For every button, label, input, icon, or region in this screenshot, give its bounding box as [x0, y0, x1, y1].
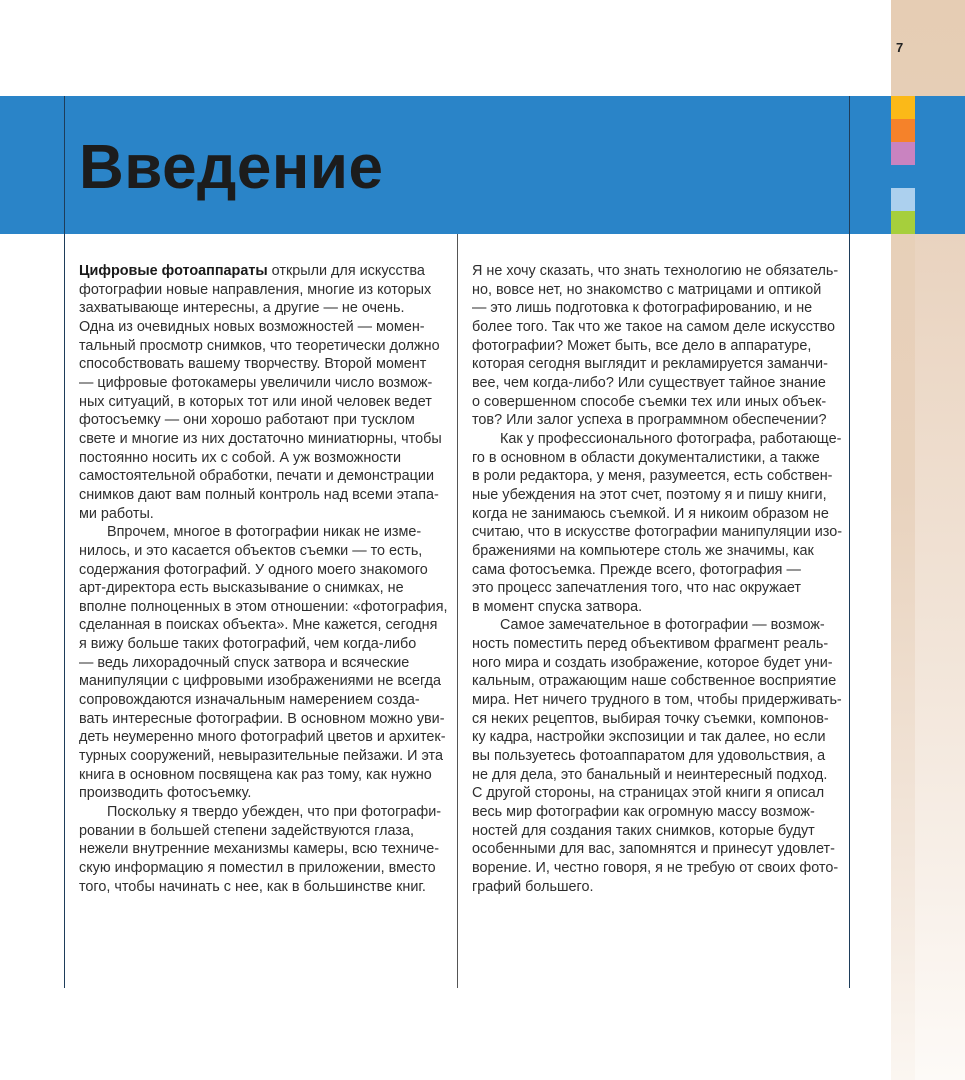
text-line: ных ситуаций, в которых тот или иной человек ведет	[79, 393, 432, 410]
text-line: фотосъемку — они хорошо работают при тусклом	[79, 412, 415, 429]
text-line: особенными для вас, запомнятся и принесут удовлет-	[472, 841, 835, 858]
text-line: способствовать вашему творчеству. Второй момент	[79, 356, 427, 373]
text-line: содержания фотографий. У одного моего знакомого	[79, 561, 428, 578]
color-tab-green	[891, 211, 915, 234]
text-line: весь мир фотографии как огромную массу возмож-	[472, 804, 815, 821]
text-line: фотографии? Может быть, все дело в аппаратуре,	[472, 337, 812, 354]
color-tab-orange	[891, 119, 915, 142]
text-line: фотографии новые направления, многие из которых	[79, 281, 432, 298]
text-line: книга в основном посвящена как раз тому, как нужно	[79, 766, 432, 783]
column-rule-middle	[457, 234, 458, 988]
text-line: о совершенном способе съемки тех или иных объек-	[472, 393, 827, 410]
text-line: вы пользуетесь фотоаппаратом для удовольствия, а	[472, 748, 826, 765]
text-line: — ведь лихорадочный спуск затвора и всяческие	[79, 654, 410, 671]
text-line: нежели внутренние механизмы камеры, всю техниче-	[79, 841, 440, 858]
text-line: я вижу больше таких фотографий, чем когда-либо	[79, 636, 417, 653]
right-column	[472, 262, 842, 896]
text-line: ся неких рецептов, выбирая точку съемки, компонов-	[472, 710, 829, 727]
lead-bold: Цифровые фотоаппараты	[79, 263, 268, 279]
text-line: более того. Так что же такое на самом деле искусство	[472, 318, 836, 335]
color-tab-pink	[891, 142, 915, 165]
text-line: деть неумеренно много фотографий цветов и архитек-	[79, 729, 446, 746]
text-line: в момент спуска затвора.	[472, 598, 643, 615]
text-line: скую информацию я поместил в приложении, вместо	[79, 860, 436, 876]
text-line: это процесс запечатления того, что нас окружает	[472, 580, 801, 597]
text-line: сама фотосъемка. Прежде всего, фотография —	[472, 561, 801, 578]
column-rule-left	[64, 96, 65, 988]
text-line: сделанная в поисках объекта». Мне кажется, сегодня	[79, 617, 438, 634]
text-line: графий большего.	[472, 878, 594, 895]
text-line: когда не занимаюсь съемкой. И я никоим образом не	[472, 505, 829, 522]
color-tab-light-blue	[891, 188, 915, 211]
text-line: снимков дают вам полный контроль над всеми этапа-	[79, 486, 439, 503]
text-line: захватывающе интересны, а другие — не очень.	[79, 300, 405, 317]
text-line: которая сегодня выглядит и рекламируется заманчи-	[472, 356, 828, 373]
text-line: ку кадра, настройки экспозиции и так далее, но если	[472, 729, 826, 746]
text-line	[79, 262, 448, 281]
text-line: Впрочем, многое в фотографии никак не изме-	[107, 524, 422, 541]
text-line: тов? Или залог успеха в программном обеспечении?	[472, 412, 827, 429]
page-title: Введение	[79, 133, 384, 202]
text-line: ворение. И, честно говоря, я не требую от своих фото-	[472, 860, 839, 876]
page-number: 7	[896, 40, 904, 55]
text-line: производить фотосъемку.	[79, 785, 252, 802]
text-line: того, чтобы начинать с нее, как в большинстве книг.	[79, 878, 426, 895]
text-line: вее, чем когда-либо? Или существует тайное знание	[472, 374, 826, 391]
text-line: мира. Нет ничего трудного в том, чтобы придерживать-	[472, 692, 842, 709]
text-line: — цифровые фотокамеры увеличили число возмож-	[79, 374, 433, 391]
text-line: но, вовсе нет, но знакомство с матрицами и оптикой	[472, 281, 822, 298]
text-line: нилось, и это касается объектов съемки — то есть,	[79, 542, 423, 559]
text-line: тальный просмотр снимков, что теоретически должно	[79, 337, 440, 354]
text-line: ность поместить перед объективом фрагмент реаль-	[472, 636, 829, 653]
color-tab-yellow	[891, 96, 915, 119]
text-line: арт-директора есть высказывание о снимках, не	[79, 580, 404, 597]
text-line: ми работы.	[79, 505, 154, 522]
text-line: Как у профессионального фотографа, работающе-	[500, 430, 842, 447]
lead-rest: открыли для искусства	[267, 263, 425, 279]
text-line: — это лишь подготовка к фотографированию, и не	[472, 300, 813, 317]
text-line: кальным, отражающим наше собственное восприятие	[472, 673, 837, 690]
text-line: Я не хочу сказать, что знать технологию не обязатель-	[472, 263, 839, 279]
text-line: ные убеждения на этот счет, поэтому я и пишу книги,	[472, 486, 827, 503]
text-line: свете и многие из них достаточно миниатюрны, чтобы	[79, 430, 442, 447]
text-line: манипуляции с цифровыми изображениями не всегда	[79, 673, 441, 690]
text-line: Самое замечательное в фотографии — возмож-	[500, 617, 825, 634]
text-line: Поскольку я твердо убежден, что при фотографи-	[107, 804, 442, 821]
text-line: ностей для создания таких снимков, которые будут	[472, 822, 815, 839]
text-line: не для дела, это банальный и неинтересный подход.	[472, 766, 828, 783]
text-line: вполне полноценных в этом отношении: «фотография,	[79, 598, 448, 615]
text-line: ровании в большей степени задействуются глаза,	[79, 822, 414, 839]
text-line: самостоятельной обработки, печати и демонстрации	[79, 468, 434, 485]
text-line: турных сооружений, невыразительные пейзажи. И эта	[79, 748, 443, 765]
text-line: ного мира и создать изображение, которое будет уни-	[472, 654, 833, 671]
side-strip-gradient	[915, 234, 965, 1080]
text-line: Одна из очевидных новых возможностей — момен-	[79, 318, 425, 335]
text-line: считаю, что в искусстве фотографии манипуляции изо-	[472, 524, 843, 541]
text-line: С другой стороны, на страницах этой книги я описал	[472, 785, 825, 802]
text-line: в роли редактора, у меня, разумеется, есть собствен-	[472, 468, 833, 485]
left-column	[79, 262, 448, 896]
text-line: бражениями на компьютере столь же значимы, как	[472, 542, 814, 559]
column-rule-right	[849, 96, 850, 988]
text-line: вать интересные фотографии. В основном можно уви-	[79, 710, 445, 727]
text-line: сопровождаются изначальным намерением созда-	[79, 692, 420, 709]
text-line: постоянно носить их с собой. А уж возможности	[79, 449, 402, 466]
text-line: го в основном в области документалистики, а также	[472, 449, 820, 466]
